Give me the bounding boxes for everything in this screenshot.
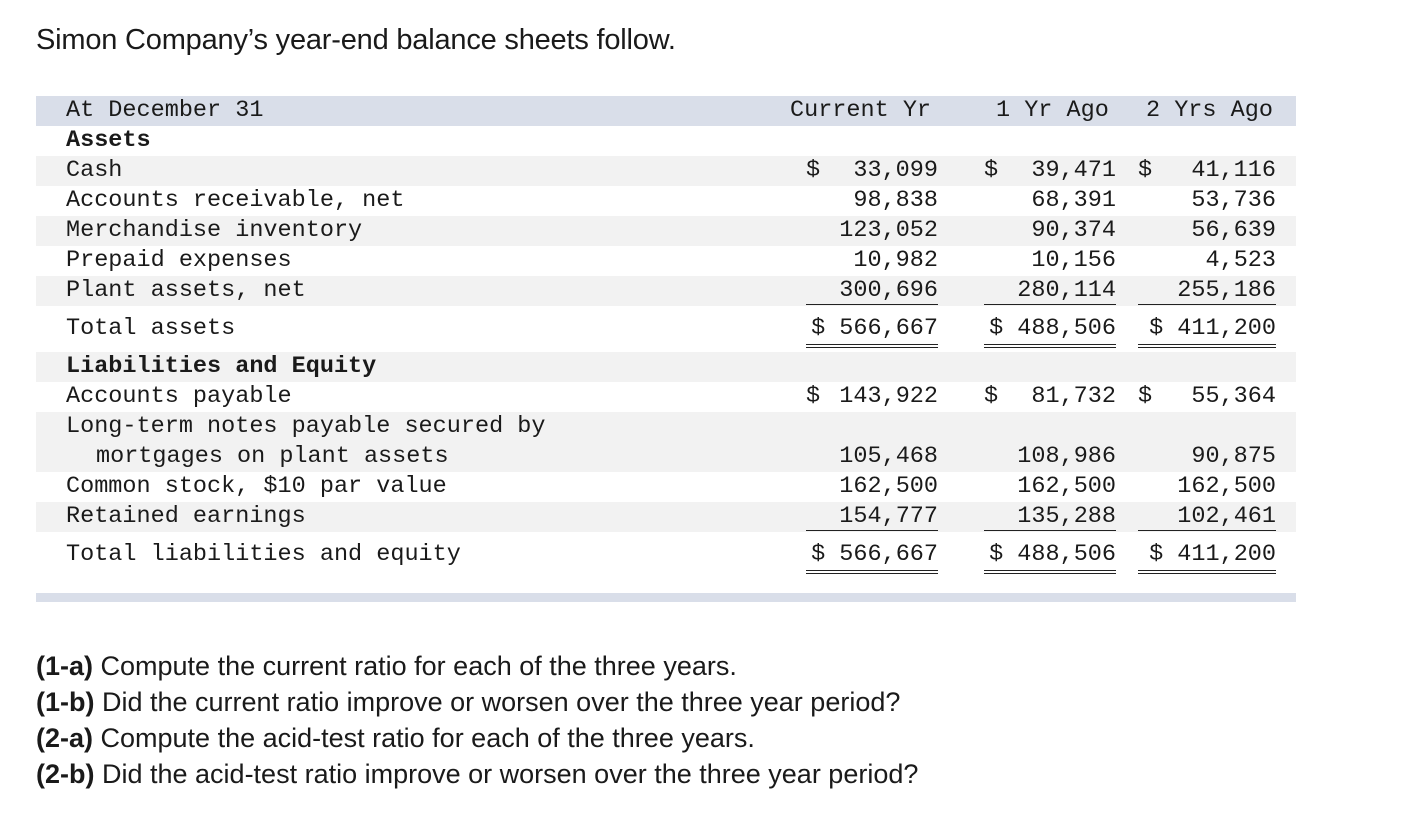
- cell-2-yr: 4,523: [1205, 247, 1276, 274]
- cell-1-yr: $ 488,506: [984, 314, 1116, 348]
- cell-1-yr: $ 39,471: [984, 157, 1116, 184]
- row-label: Plant assets, net: [66, 277, 306, 304]
- table-row-common-stock: [36, 472, 1296, 502]
- cell-current: 154,777: [806, 502, 938, 531]
- row-label: Merchandise inventory: [66, 217, 363, 244]
- liabilities-heading-row: [36, 352, 1296, 382]
- cell-1-yr: 68,391: [1031, 187, 1116, 214]
- cell-1-yr: 10,156: [1031, 247, 1116, 274]
- table-row-cash: [36, 156, 1296, 186]
- cell-2-yr: 53,736: [1191, 187, 1276, 214]
- row-label: Retained earnings: [66, 503, 306, 530]
- cell-1-yr: 90,374: [1031, 217, 1116, 244]
- intro-text: Simon Company’s year-end balance sheets follow.: [36, 24, 676, 56]
- header-label: At December 31: [66, 97, 264, 124]
- row-label: Total liabilities and equity: [66, 541, 461, 568]
- cell-current: $ 566,667: [806, 540, 938, 574]
- cell-current: 162,500: [839, 473, 938, 500]
- cell-1-yr: 162,500: [1017, 473, 1116, 500]
- cell-current: $ 143,922: [806, 383, 938, 410]
- cell-2-yr: $ 411,200: [1138, 314, 1276, 348]
- table-row-accounts-payable: [36, 382, 1296, 412]
- row-label: Cash: [66, 157, 123, 184]
- header-current-yr: Current Yr: [790, 97, 932, 124]
- balance-sheet-table: [36, 96, 1296, 570]
- question-1b: (1-b) Did the current ratio improve or worsen over the three year period?: [36, 687, 901, 717]
- question-1a: (1-a) Compute the current ratio for each of the three years.: [36, 651, 737, 681]
- questions-list: [36, 648, 918, 792]
- row-label-continued: mortgages on plant assets: [96, 443, 449, 470]
- table-header-row: [36, 96, 1296, 126]
- cell-1-yr: 135,288: [984, 502, 1116, 531]
- cell-1-yr: 280,114: [984, 276, 1116, 305]
- cell-current: 123,052: [839, 217, 938, 244]
- assets-heading-row: [36, 126, 1296, 156]
- row-label: Common stock, $10 par value: [66, 473, 447, 500]
- cell-2-yr: 255,186: [1138, 276, 1276, 305]
- row-label: Accounts payable: [66, 383, 292, 410]
- cell-2-yr: $ 55,364: [1138, 383, 1276, 410]
- table-row-total-liabilities-equity: [36, 540, 1296, 570]
- cell-1-yr: 108,986: [1017, 443, 1116, 470]
- table-row-long-term-notes: [36, 412, 1296, 442]
- table-row-prepaid-expenses: [36, 246, 1296, 276]
- cell-current: 98,838: [853, 187, 938, 214]
- cell-2-yr: 56,639: [1191, 217, 1276, 244]
- cell-1-yr: $ 488,506: [984, 540, 1116, 574]
- table-footer-bar: [36, 593, 1296, 602]
- row-label: Prepaid expenses: [66, 247, 292, 274]
- question-2a: (2-a) Compute the acid-test ratio for each of the three years.: [36, 723, 755, 753]
- row-label: Total assets: [66, 315, 236, 342]
- table-row-total-assets: [36, 314, 1296, 344]
- table-row-long-term-notes-cont: [36, 442, 1296, 472]
- cell-current: 300,696: [806, 276, 938, 305]
- table-row-merchandise-inventory: [36, 216, 1296, 246]
- question-2b: (2-b) Did the acid-test ratio improve or worsen over the three year period?: [36, 759, 919, 789]
- cell-current: 10,982: [853, 247, 938, 274]
- header-1-yr-ago: 1 Yr Ago: [996, 97, 1109, 124]
- table-row-plant-assets: [36, 276, 1296, 306]
- table-row-retained-earnings: [36, 502, 1296, 532]
- cell-2-yr: 102,461: [1138, 502, 1276, 531]
- cell-current: $ 566,667: [806, 314, 938, 348]
- cell-2-yr: $ 411,200: [1138, 540, 1276, 574]
- cell-2-yr: 90,875: [1191, 443, 1276, 470]
- cell-current: 105,468: [839, 443, 938, 470]
- assets-heading: Assets: [66, 127, 151, 154]
- liabilities-heading: Liabilities and Equity: [66, 353, 377, 380]
- cell-2-yr: $ 41,116: [1138, 157, 1276, 184]
- cell-current: $ 33,099: [806, 157, 938, 184]
- cell-1-yr: $ 81,732: [984, 383, 1116, 410]
- table-row-accounts-receivable: [36, 186, 1296, 216]
- row-label: Long-term notes payable secured by: [66, 413, 546, 440]
- header-2-yrs-ago: 2 Yrs Ago: [1146, 97, 1273, 124]
- cell-2-yr: 162,500: [1177, 473, 1276, 500]
- row-label: Accounts receivable, net: [66, 187, 405, 214]
